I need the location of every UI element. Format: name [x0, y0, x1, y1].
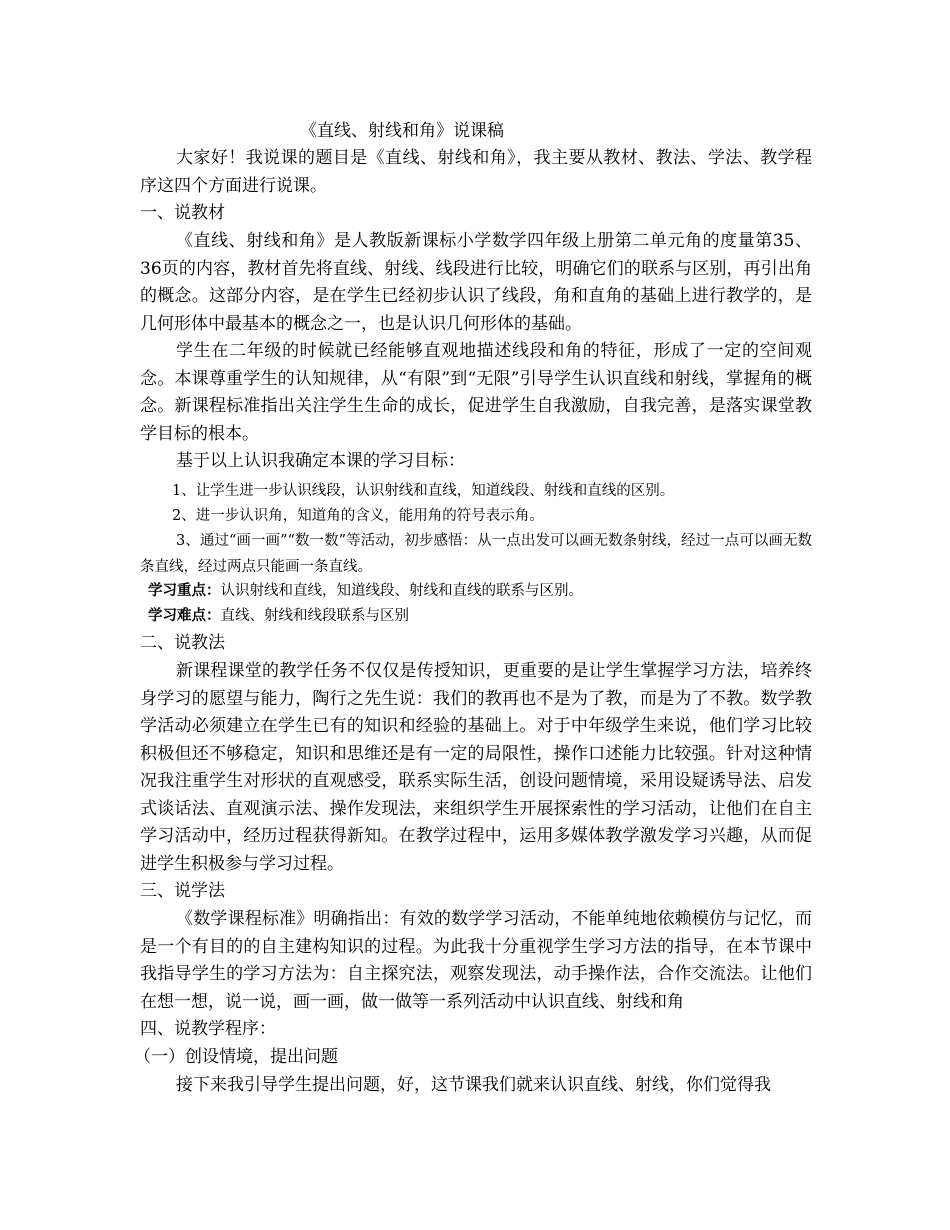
difficulty-line — [148, 603, 409, 629]
document-title: 《直线、射线和角》说课稿 — [300, 121, 504, 141]
difficulty-text: 直线、射线和线段联系与区别 — [220, 608, 409, 624]
section1-paragraph-2: 学生在二年级的时候就已经能够直观地描述线段和角的特征，形成了一定的空间观念。本课尊重学生的认知规律，从“有限”到“无限”引导学生认识直线和射线，掌握角的概念。新课程标准指出关注学生生命的成长，促进学生自我激励，自我完善，是落实课堂教学目标的根本。 — [140, 341, 812, 444]
learning-goal-1: 1、让学生进一步认识线段，认识射线和直线，知道线段、射线和直线的区别。 — [172, 483, 675, 499]
key-point-label: 学习重点： — [148, 582, 221, 599]
subsection1-heading: （一）创设情境，提出问题 — [134, 1047, 338, 1067]
key-point-text: 认识射线和直线，知道线段、射线和直线的联系与区别。 — [220, 583, 583, 599]
key-point-line — [148, 578, 583, 604]
section1-paragraph-3: 基于以上认识我确定本课的学习目标： — [176, 451, 465, 471]
section2-heading: 二、说教法 — [140, 633, 225, 653]
intro-paragraph: 大家好！我说课的题目是《直线、射线和角》，我主要从教材、教法、学法、教学程序这四个方面进行说课。 — [140, 148, 812, 196]
section1-heading: 一、说教材 — [140, 203, 225, 223]
subsection1-paragraph-1: 接下来我引导学生提出问题，好，这节课我们就来认识直线、射线，你们觉得我 — [176, 1075, 771, 1095]
difficulty-label: 学习难点： — [148, 607, 221, 624]
learning-goal-3: 3、通过“画一画”“数一数”等活动，初步感悟：从一点出发可以画无数条射线，经过一点可以画无数条直线，经过两点只能画一条直线。 — [140, 533, 812, 575]
section1-paragraph-1: 《直线、射线和角》是人教版新课标小学数学四年级上册第二单元角的度量第35、36页的内容，教材首先将直线、射线、线段进行比较，明确它们的联系与区别，再引出角的概念。这部分内容，是在学生已经初步认识了线段，角和直角的基础上进行教学的，是几何形体中最基本的概念之一，也是认识几何形体的基础。 — [140, 231, 812, 334]
section3-paragraph-1: 《数学课程标准》明确指出：有效的数学学习活动，不能单纯地依赖模仿与记忆，而是一个有目的的自主建构知识的过程。为此我十分重视学生学习方法的指导，在本节课中我指导学生的学习方法为：自主探究法，观察发现法，动手操作法，合作交流法。让他们在想一想，说一说，画一画，做一做等一系列活动中认识直线、射线和角 — [140, 909, 812, 1012]
section3-heading: 三、说学法 — [140, 881, 225, 901]
section2-paragraph-1: 新课程课堂的教学任务不仅仅是传授知识，更重要的是让学生掌握学习方法，培养终身学习的愿望与能力，陶行之先生说：我们的教再也不是为了教，而是为了不教。数学教学活动必须建立在学生已有的知识和经验的基础上。对于中年级学生来说，他们学习比较积极但还不够稳定，知识和思维还是有一定的局限性，操作口述能力比较强。针对这种情况我注重学生对形状的直观感受，联系实际生活，创设问题情境，采用设疑诱导法、启发式谈话法、直观演示法、操作发现法，来组织学生开展探索性的学习活动，让他们在自主学习活动中，经历过程获得新知。在教学过程中，运用多媒体教学激发学习兴趣，从而促进学生积极参与学习过程。 — [140, 661, 812, 874]
section4-heading: 四、说教学程序： — [140, 1019, 276, 1039]
learning-goal-2: 2、进一步认识角，知道角的含义，能用角的符号表示角。 — [172, 508, 544, 524]
